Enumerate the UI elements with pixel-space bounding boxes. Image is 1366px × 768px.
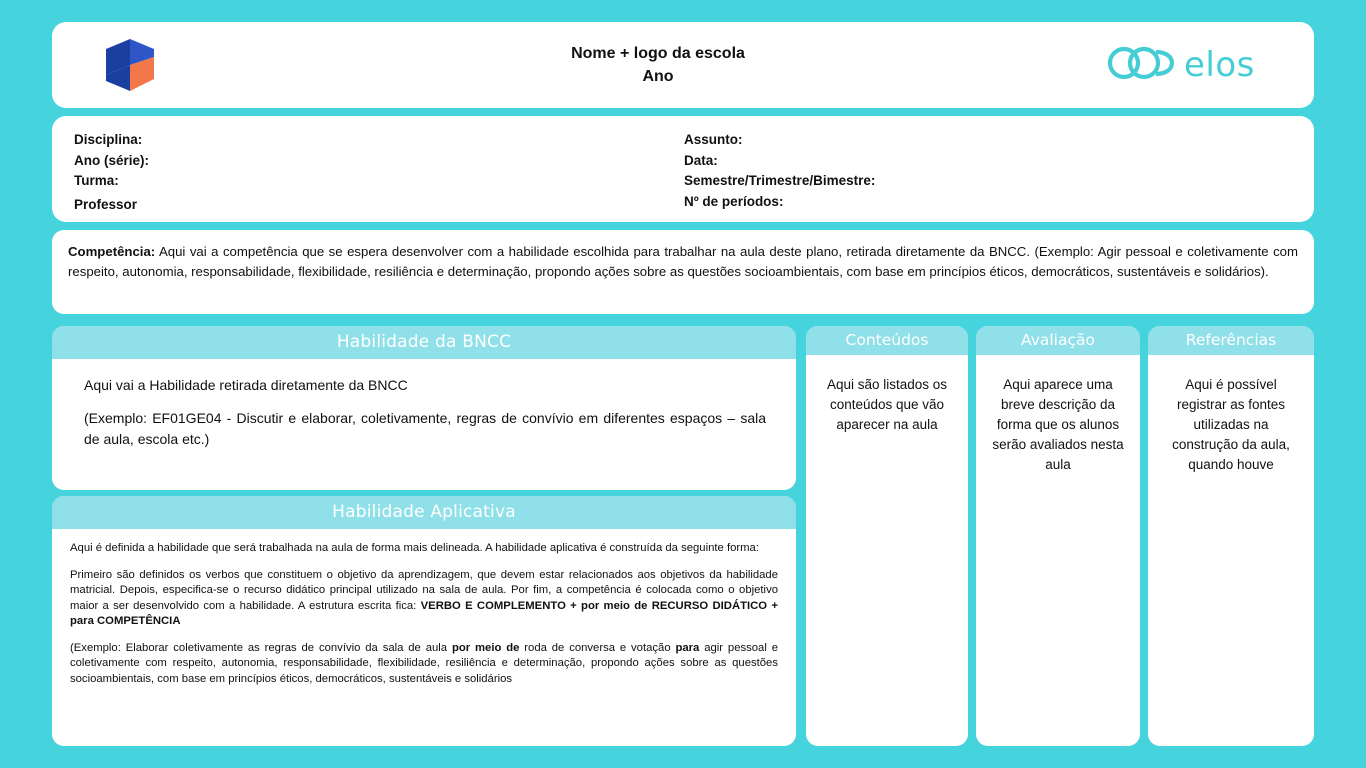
field-ano-serie: Ano (série): [74,152,150,168]
header-title-line1: Nome + logo da escola [571,44,745,62]
aplicativa-p3-d: para [675,641,700,654]
class-info-right-column [684,130,875,222]
field-data: Data: [684,152,718,168]
conteudos-title: Conteúdos [806,326,968,355]
elos-infinity-icon [1104,40,1176,91]
habilidade-bncc-card [52,326,796,490]
aplicativa-p3-e: agir pessoal e coletivamente com respeito, autonomia, responsabilidade, flexibilidade, resiliência e determinação, propondo ações sobre as questões socioambientais, com base em princípios éticos, democráticos, sustentáveis e solidários [70,641,778,686]
aplicativa-p3-c: roda de conversa e votação [519,641,676,654]
field-periodo-letivo: Semestre/Trimestre/Bimestre: [684,173,876,189]
aplicativa-p2-text: Primeiro são definidos os verbos que constituem o objetivo da aprendizagem, que devem estar relacionados aos objetivos da habilidade matricial. Depois, especifica-se o recurso didático principal utilizado na sala de aula. Por fim, a competência é colocada como o objetivo maior a ser desenvolvido com a habilidade. A estrutura escrita fica: [70,568,778,612]
avaliacao-card [976,326,1140,746]
referencias-card [1148,326,1314,746]
class-info-card [52,116,1314,222]
header-title-line2: Ano [642,68,674,85]
class-info-left-column [74,130,634,222]
habilidade-bncc-paragraph-1: Aqui vai a Habilidade retirada diretamente da BNCC [84,377,408,393]
elos-wordmark: elos [1184,45,1255,85]
field-disciplina: Disciplina: [74,132,143,147]
habilidade-bncc-body [52,359,796,450]
referencias-body: Aqui é possível registrar as fontes utilizadas na construção da aula, quando houve [1172,377,1290,472]
field-professor: Professor [74,196,138,212]
habilidade-aplicativa-body [52,529,796,688]
avaliacao-title: Avaliação [976,326,1140,355]
header-card [52,22,1314,108]
habilidade-aplicativa-card [52,496,796,746]
aplicativa-p2-structure: VERBO E COMPLEMENTO + por meio de RECURSO DIDÁTICO + para COMPETÊNCIA [70,599,778,628]
habilidade-bncc-title: Habilidade da BNCC [52,326,796,359]
competencia-label: Competência: [68,244,156,259]
aplicativa-p3-a: (Exemplo: Elaborar coletivamente as regras de convívio da sala de aula [70,641,452,654]
referencias-title: Referências [1148,326,1314,355]
elos-brand-logo [1104,40,1314,91]
school-logo-slot [52,35,212,95]
aplicativa-paragraph-3 [70,641,778,688]
habilidade-aplicativa-title: Habilidade Aplicativa [52,496,796,529]
conteudos-card [806,326,968,746]
avaliacao-body: Aqui aparece uma breve descrição da forma que os alunos serão avaliados nesta aula [992,377,1124,472]
field-turma: Turma: [74,173,119,189]
competencia-text: Aqui vai a competência que se espera desenvolver com a habilidade escolhida para trabalhar na aula deste plano, retirada diretamente da BNCC. (Exemplo: Agir pessoal e coletivamente com respeito, autonomia, responsabilidade, flexibilidade, resiliência e determinação, propondo ações sobre as questões socioambientais, com base em princípios éticos, democráticos, sustentáveis e solidários). [68,244,1298,279]
aplicativa-paragraph-2 [70,568,778,630]
field-assunto: Assunto: [684,132,743,147]
habilidade-bncc-paragraph-2: (Exemplo: EF01GE04 - Discutir e elaborar, coletivamente, regras de convívio em diferentes espaços – sala de aula, escola etc.) [84,410,766,447]
field-numero-periodos: Nº de períodos: [684,193,784,209]
aplicativa-p3-b: por meio de [451,641,520,654]
aplicativa-paragraph-1: Aqui é definida a habilidade que será trabalhada na aula de forma mais delineada. A habilidade aplicativa é construída da seguinte forma: [70,542,759,554]
cube-logo-icon [100,35,164,95]
competencia-card [52,230,1314,314]
conteudos-body: Aqui são listados os conteúdos que vão aparecer na aula [826,377,948,432]
header-title [212,42,1104,88]
